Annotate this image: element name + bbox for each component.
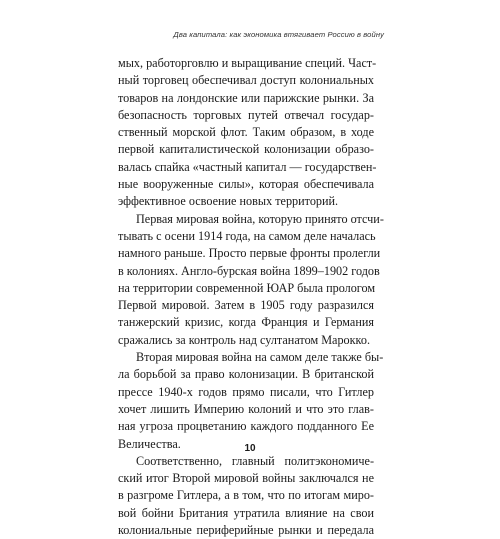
text-line: мых, работорговлю и выращивание специй. Част- <box>118 56 377 70</box>
text-line: Первая мировая война, которую принято отсчи- <box>136 211 384 226</box>
text-line: на территории современной ЮАР была прологом <box>118 280 376 295</box>
text-line: валась спайка «частный капитал — государствен- <box>118 159 377 174</box>
text-line: ский итог Второй мировой войны заключался не <box>118 471 374 486</box>
page-number: 10 <box>244 443 256 454</box>
text-line: вой бойни Британия утратила влияние на свои <box>118 505 374 520</box>
text-line: ный торговец обеспечивал доступ колониальных <box>118 73 374 88</box>
text-line: ла борьбой за право колонизации. В британской <box>118 367 374 382</box>
text-line: хочет лишить Империю колоний и что это глав- <box>118 401 374 416</box>
text-line: прессе 1940-х годов прямо писали, что Гитлер <box>118 384 374 399</box>
text-line: намного раньше. Просто первые фронты пролегли <box>118 246 381 261</box>
body-text <box>118 55 384 539</box>
text-line: колониальные периферийные рынки и передала <box>118 523 374 538</box>
paragraph-2 <box>118 211 384 349</box>
running-header: Два капитала: как экономика втягивает Россию в войну <box>173 30 384 39</box>
text-line: ная угроза процветанию каждого подданного Ее <box>118 419 374 434</box>
text-line: ные вооруженные силы», которая обеспечивала <box>118 177 374 192</box>
text-line: Соответственно, главный политэкономиче- <box>136 453 374 468</box>
text-line: безопасность торговых путей отвечал государ- <box>118 107 374 122</box>
text-line: в колониях. Англо-бурская война 1899–1902 годов <box>118 263 380 278</box>
text-line: ственный морской флот. Таким образом, в ходе <box>118 125 374 140</box>
text-line: тывать с осени 1914 года, на самом деле началась <box>118 228 376 243</box>
text-line: Первой мировой. Затем в 1905 году разразился <box>118 298 374 313</box>
paragraph-4 <box>118 453 374 539</box>
text-line: первой капиталистической колонизации образо- <box>118 142 374 157</box>
paragraph-1 <box>118 55 377 211</box>
text-line: Величества. <box>118 436 181 451</box>
paragraph-3 <box>118 349 384 453</box>
text-line: Вторая мировая война на самом деле также бы- <box>136 350 384 365</box>
text-line: товаров на лондонские или парижские рынки. За <box>118 90 374 105</box>
text-line: эффективное освоение новых территорий. <box>118 194 339 209</box>
text-line: танжерский кризис, когда Франция и Германия <box>118 315 374 330</box>
text-line: сражались за контроль над султанатом Марокко. <box>118 332 370 347</box>
text-line: в разгроме Гитлера, а в том, что по итогам миро- <box>118 488 374 503</box>
